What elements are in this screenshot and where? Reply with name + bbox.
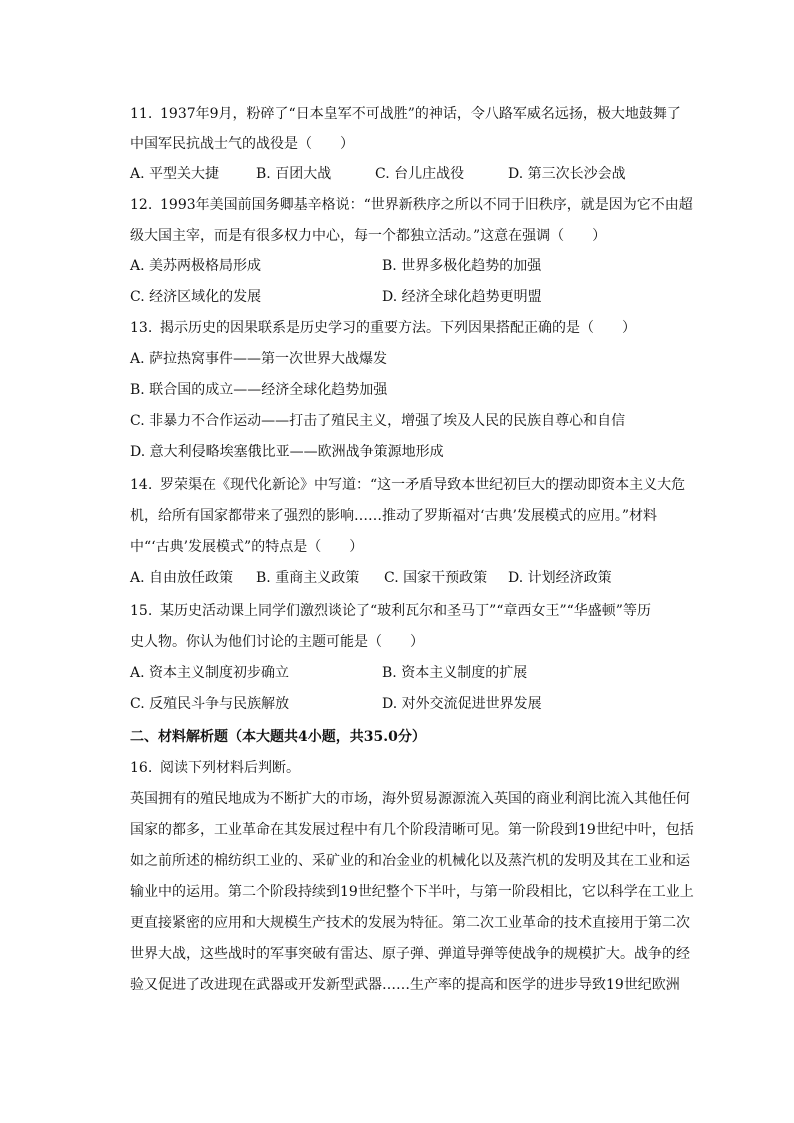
- q12-option-b: B. 世界多极化趋势的加强: [382, 258, 542, 274]
- q16-paragraph-line-5: 更直接紧密的应用和大规模生产技术的发展为特征。第二次工业革命的技术直接用于第二次: [130, 915, 690, 931]
- q15-number: 15.: [130, 603, 153, 619]
- q11-line-1: [130, 104, 700, 124]
- q13-option-c: C. 非暴力不合作运动——打击了殖民主义，增强了埃及人民的民族自尊心和自信: [130, 413, 626, 429]
- q13-option-d: D. 意大利侵略埃塞俄比亚——欧洲战争策源地形成: [130, 444, 444, 460]
- q14-option-a: A. 自由放任政策: [130, 570, 234, 586]
- q15-option-a: A. 资本主义制度初步确立: [130, 665, 290, 681]
- q14-option-c: C. 国家干预政策: [384, 570, 488, 586]
- q12-stem-1: 1993年美国前国务卿基辛格说：“世界新秩序之所以不同于旧秩序，就是因为它不由超: [160, 197, 693, 213]
- q14-option-d: D. 计划经济政策: [508, 570, 612, 586]
- q14-line-2: 机，给所有国家都带来了强烈的影响……推动了罗斯福对‘古典’发展模式的应用。”材料: [130, 508, 658, 524]
- q15-option-c: C. 反殖民斗争与民族解放: [130, 696, 290, 712]
- q16-paragraph-line-3: 如之前所述的棉纺织工业的、采矿业的和冶金业的机械化以及蒸汽机的发明及其在工业和运: [130, 853, 690, 869]
- q11-stem-1: 1937年9月，粉碎了“日本皇军不可战胜”的神话，令八路军威名远扬，极大地鼓舞了: [160, 106, 681, 122]
- section-heading: 二、材料解析题（本大题共4小题，共35.0分）: [130, 729, 426, 745]
- q11-option-c: C. 台儿庄战役: [375, 166, 465, 182]
- q16-paragraph-line-4: 输业中的运用。第二个阶段持续到19世纪整个下半叶，与第一阶段相比，它以科学在工业上: [130, 884, 694, 900]
- q13-option-b: B. 联合国的成立——经济全球化趋势加强: [130, 382, 388, 398]
- q14-stem-1: 罗荣渠在《现代化新论》中写道：“这一矛盾导致本世纪初巨大的摆动即资本主义大危: [160, 477, 686, 493]
- q14-number: 14.: [130, 477, 153, 493]
- q15-line-2: 史人物。你认为他们讨论的主题可能是（ ）: [130, 634, 424, 650]
- q12-option-a: A. 美苏两极格局形成: [130, 258, 262, 274]
- q15-line-1: [130, 601, 700, 621]
- q11-option-b: B. 百团大战: [256, 166, 332, 182]
- q13-number: 13.: [130, 320, 153, 336]
- q16-intro: 阅读下列材料后判断。: [160, 760, 300, 776]
- q13-option-a: A. 萨拉热窝事件——第一次世界大战爆发: [130, 351, 388, 367]
- q15-option-d: D. 对外交流促进世界发展: [382, 696, 542, 712]
- q16-paragraph-line-1: 英国拥有的殖民地成为不断扩大的市场，海外贸易源源流入英国的商业利润比流入其他任何: [130, 791, 690, 807]
- q11-line-2: 中国军民抗战士气的战役是（ ）: [130, 136, 354, 152]
- q16-number: 16.: [130, 760, 153, 776]
- q16-paragraph-line-2: 国家的都多，工业革命在其发展过程中有几个阶段清晰可见。第一阶段到19世纪中叶，包括: [130, 822, 694, 838]
- q16-paragraph-line-6: 世界大战，这些战时的军事突破有雷达、原子弹、弹道导弹等使战争的规模扩大。战争的经: [130, 946, 690, 962]
- q16-line-1: [130, 758, 700, 778]
- q16-paragraph-line-7: 验又促进了改进现在武器或开发新型武器……生产率的提高和医学的进步导致19世纪欧洲: [130, 977, 680, 993]
- q11-option-d: D. 第三次长沙会战: [508, 166, 626, 182]
- q15-stem-1: 某历史活动课上同学们激烈谈论了“玻利瓦尔和圣马丁”“章西女王”“华盛顿”等历: [160, 603, 651, 619]
- q12-line-1: [130, 195, 700, 215]
- q13-stem-1: 揭示历史的因果联系是历史学习的重要方法。下列因果搭配正确的是（ ）: [160, 320, 636, 336]
- q12-number: 12.: [130, 197, 153, 213]
- q13-line-1: [130, 318, 700, 338]
- q15-option-b: B. 资本主义制度的扩展: [382, 665, 528, 681]
- q14-line-1: [130, 475, 700, 495]
- q14-line-3: 中“‘古典’发展模式”的特点是（ ）: [130, 539, 364, 555]
- q11-number: 11.: [130, 106, 153, 122]
- q11-option-a: A. 平型关大捷: [130, 166, 220, 182]
- q12-option-c: C. 经济区域化的发展: [130, 289, 262, 305]
- q12-line-2: 级大国主宰，而是有很多权力中心，每一个都独立活动。”这意在强调（ ）: [130, 228, 607, 244]
- q12-option-d: D. 经济全球化趋势更明盟: [382, 289, 542, 305]
- q14-option-b: B. 重商主义政策: [256, 570, 360, 586]
